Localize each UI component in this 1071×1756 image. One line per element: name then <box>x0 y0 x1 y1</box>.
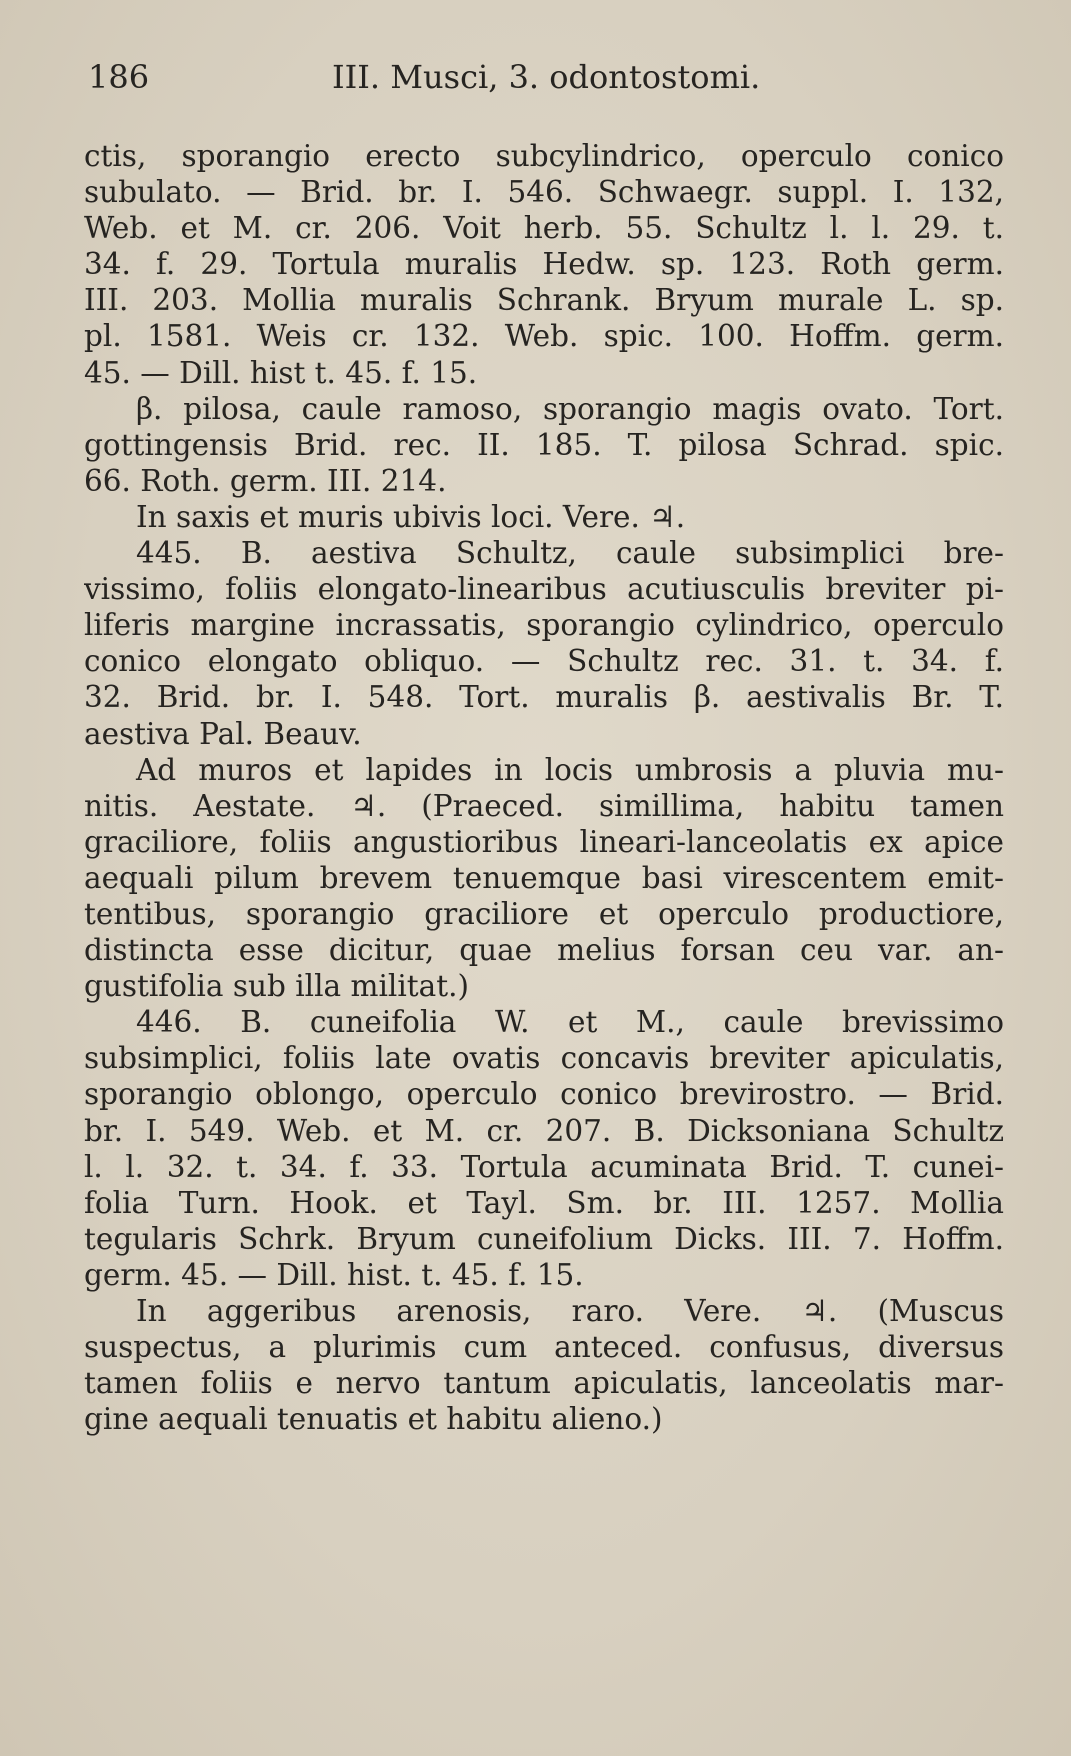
text-line: 45. — Dill. hist t. 45. f. 15. <box>84 355 478 390</box>
text-line: sporangio oblongo, operculo conico brevirostro. — Brid. <box>84 1077 1004 1112</box>
page-header <box>88 58 988 108</box>
running-title: III. Musci, 3. odontostomi. <box>332 58 761 96</box>
text-line: graciliore, foliis angustioribus lineari-lanceolatis ex apice <box>84 824 1004 859</box>
text-line: aestiva Pal. Beauv. <box>84 716 362 751</box>
text-line: aequali pilum brevem tenuemque basi virescentem emit- <box>84 860 1004 895</box>
text-line: β. pilosa, caule ramoso, sporangio magis ovato. Tort. <box>136 391 1004 426</box>
text-line: gottingensis Brid. rec. II. 185. T. pilosa Schrad. spic. <box>84 427 1004 462</box>
text-line: gustifolia sub illa militat.) <box>84 969 469 1004</box>
text-line: germ. 45. — Dill. hist. t. 45. f. 15. <box>84 1257 584 1292</box>
text-line: suspectus, a plurimis cum anteced. confusus, diversus <box>84 1330 1004 1365</box>
text-line: 34. f. 29. Tortula muralis Hedw. sp. 123. Roth germ. <box>84 247 1004 282</box>
text-line: folia Turn. Hook. et Tayl. Sm. br. III. 1257. Mollia <box>84 1185 1004 1220</box>
text-line: liferis margine incrassatis, sporangio cylindrico, operculo <box>84 608 1004 643</box>
page-number: 186 <box>88 58 150 96</box>
text-line: In aggeribus arenosis, raro. Vere. ♃. (Muscus <box>136 1294 1004 1328</box>
text-line: tegularis Schrk. Bryum cuneifolium Dicks. III. 7. Hoffm. <box>84 1221 1004 1256</box>
text-line: subsimplici, foliis late ovatis concavis breviter apiculatis, <box>84 1041 1004 1076</box>
text-line: 445. B. aestiva Schultz, caule subsimplici bre- <box>136 536 1004 571</box>
text-line: III. 203. Mollia muralis Schrank. Bryum murale L. sp. <box>84 283 1004 318</box>
text-line: Ad muros et lapides in locis umbrosis a pluvia mu- <box>136 752 1004 787</box>
text-line: nitis. Aestate. ♃. (Praeced. simillima, habitu tamen <box>84 788 1004 823</box>
text-line: ctis, sporangio erecto subcylindrico, operculo conico <box>84 139 1004 173</box>
text-line: distincta esse dicitur, quae melius forsan ceu var. an- <box>84 933 1004 968</box>
text-line: gine aequali tenuatis et habitu alieno.) <box>84 1402 663 1437</box>
text-line: In saxis et muris ubivis loci. Vere. ♃. <box>136 499 686 534</box>
text-line: tentibus, sporangio graciliore et operculo productiore, <box>84 896 1004 931</box>
text-line: conico elongato obliquo. — Schultz rec. 31. t. 34. f. <box>84 644 1004 679</box>
text-line: 446. B. cuneifolia W. et M., caule brevissimo <box>136 1005 1004 1040</box>
text-line: Web. et M. cr. 206. Voit herb. 55. Schultz l. l. 29. t. <box>84 211 1004 246</box>
text-line: vissimo, foliis elongato-linearibus acutiusculis breviter pi- <box>84 572 1004 607</box>
text-line: subulato. — Brid. br. I. 546. Schwaegr. suppl. I. 132, <box>84 175 1004 210</box>
text-line: br. I. 549. Web. et M. cr. 207. B. Dicksoniana Schultz <box>84 1113 1004 1148</box>
body-text <box>84 138 1004 1437</box>
text-line: 66. Roth. germ. III. 214. <box>84 463 447 498</box>
text-line: l. l. 32. t. 34. f. 33. Tortula acuminata Brid. T. cunei- <box>84 1149 1004 1184</box>
text-line: 32. Brid. br. I. 548. Tort. muralis β. aestivalis Br. T. <box>84 680 1004 715</box>
text-line: pl. 1581. Weis cr. 132. Web. spic. 100. Hoffm. germ. <box>84 319 1004 354</box>
text-line: tamen foliis e nervo tantum apiculatis, lanceolatis mar- <box>84 1366 1004 1401</box>
